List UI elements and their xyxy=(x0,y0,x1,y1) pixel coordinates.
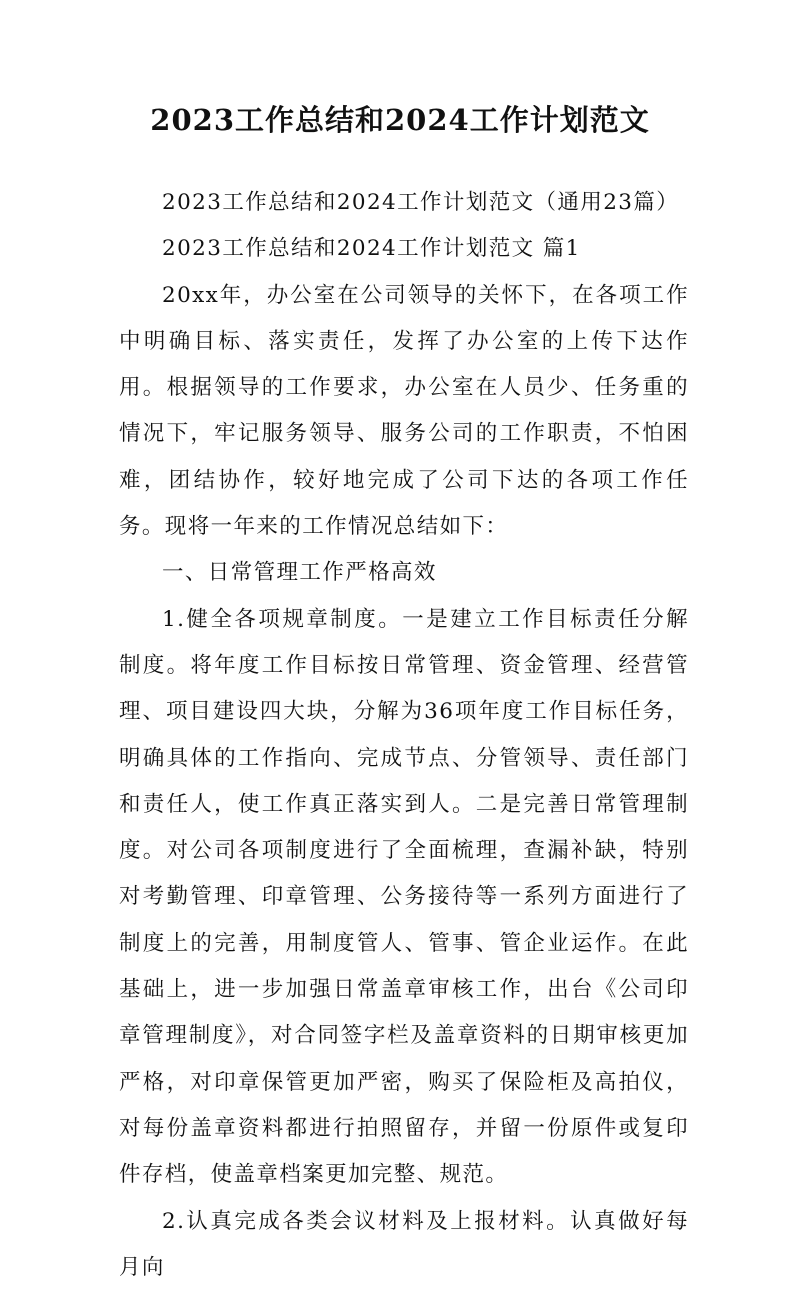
subtitle-paragraph: 2023工作总结和2024工作计划范文（通用23篇） xyxy=(162,190,680,215)
item-1-paragraph: 1.健全各项规章制度。一是建立工作目标责任分解制度。将年度工作目标按日常管理、资金管理、经营管理、项目建设四大块，分解为36项年度工作目标任务，明确具体的工作指向、完成节点、分管领导、责任部门和责任人，使工作真正落实到人。二是完善日常管理制度。对公司各项制度进行了全面梳理，查漏补缺，特别对考勤管理、印章管理、公务接待等一系列方面进行了制度上的完善，用制度管人、管事、管企业运作。在此基础上，进一步加强日常盖章审核工作，出台《公司印章管理制度》，对合同签字栏及盖章资料的日期审核更加严格，对印章保管更加严密，购买了保险柜及高拍仪，对每份盖章资料都进行拍照留存，并留一份原件或复印件存档，使盖章档案更加完整、规范。 xyxy=(119,606,689,1188)
intro-paragraph: 20xx年，办公室在公司领导的关怀下，在各项工作中明确目标、落实责任，发挥了办公室的上传下达作用。根据领导的工作要求，办公室在人员少、任务重的情况下，牢记服务领导、服务公司的工作职责，不怕困难，团结协作，较好地完成了公司下达的各项工作任务。现将一年来的工作情况总结如下： xyxy=(119,282,689,540)
heading-daily-management: 一、日常管理工作严格高效 xyxy=(162,560,437,586)
document-title: 2023工作总结和2024工作计划范文 xyxy=(150,103,650,137)
document-body xyxy=(119,180,689,1291)
item-2-paragraph: 2.认真完成各类会议材料及上报材料。认真做好每月向 xyxy=(119,1208,689,1280)
section-heading-paragraph: 2023工作总结和2024工作计划范文 篇1 xyxy=(162,236,581,262)
